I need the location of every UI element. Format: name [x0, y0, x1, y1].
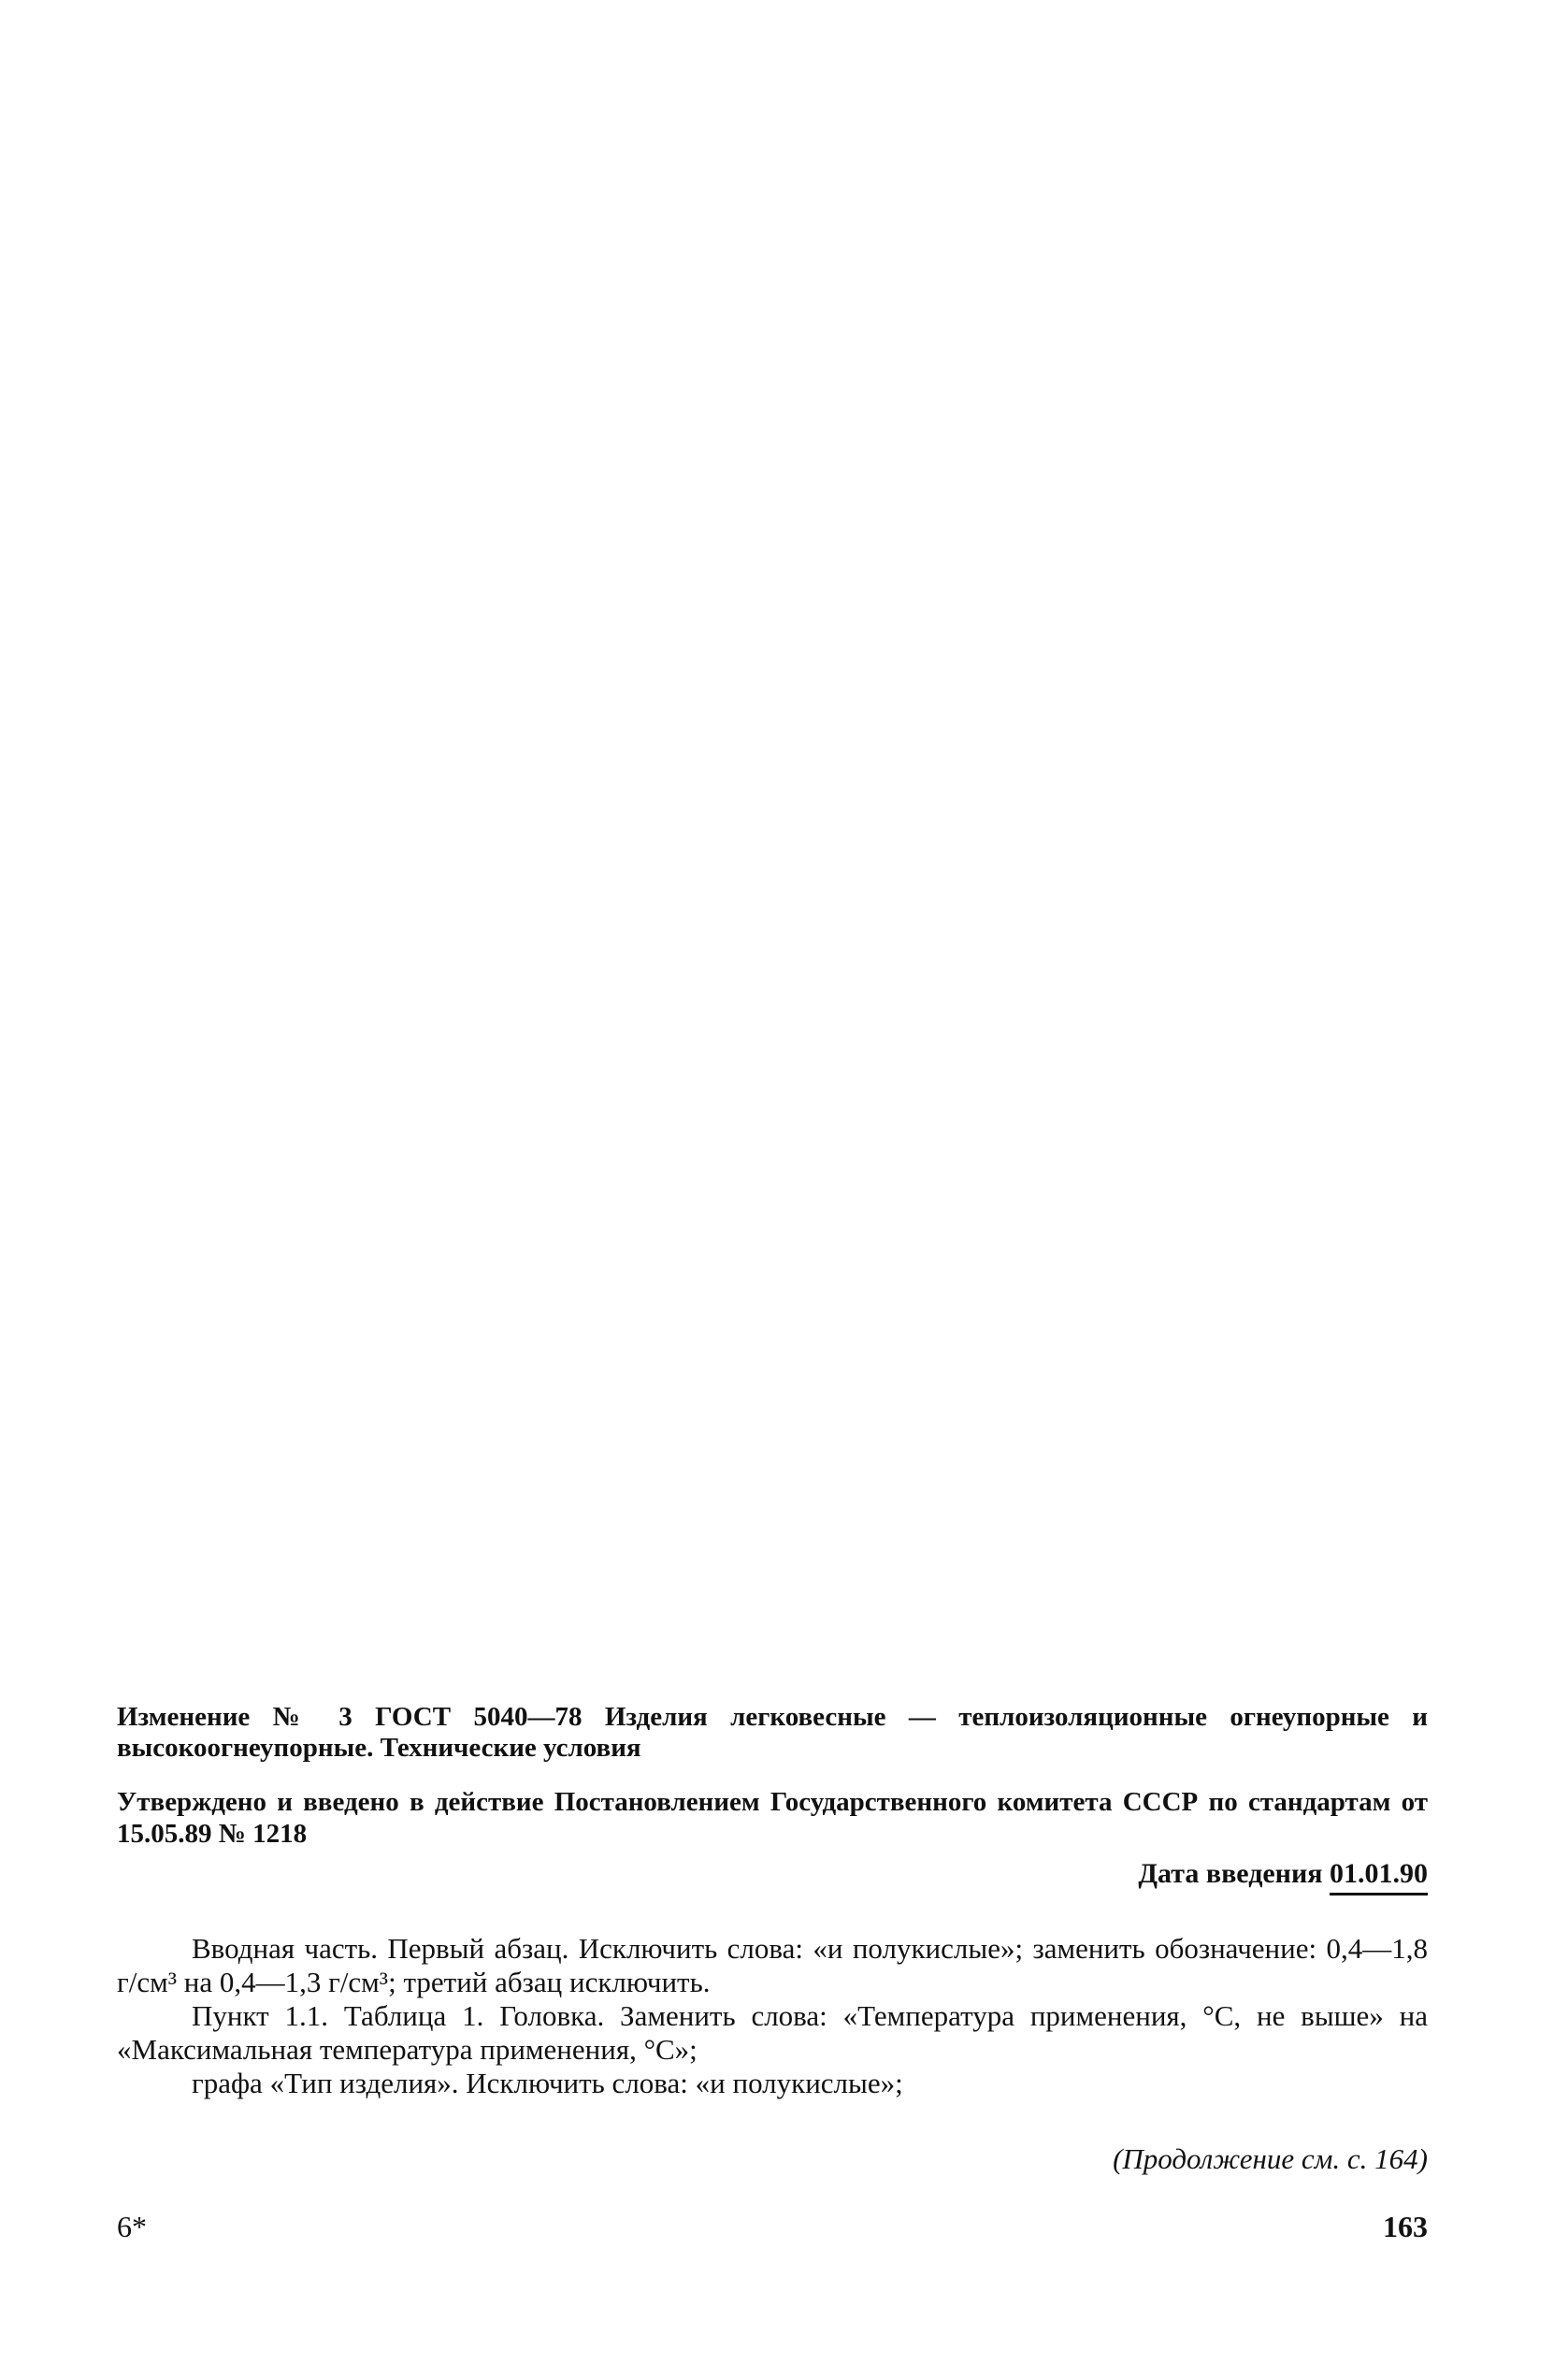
page-number: 163	[1383, 2210, 1428, 2243]
paragraph: графа «Тип изделия». Исключить слова: «и полукислые»;	[192, 2067, 903, 2099]
signature-mark: 6*	[117, 2210, 147, 2243]
document-title: Изменение № 3 ГОСТ 5040—78 Изделия легковесные — теплоизоляционные огнеупорные и высокоогнеупорные. Технические условия	[117, 1702, 1428, 1763]
effective-date-label: Дата введения	[1138, 1858, 1323, 1889]
paragraph: Вводная часть. Первый абзац. Исключить слова: «и полукислые»; заменить обозначение: 0,4—1,8 г/см³ на 0,4—1,3 г/см³; третий абзац исключить.	[117, 1932, 1428, 1998]
document-body	[117, 1702, 1428, 2244]
amendment-text	[117, 1932, 1428, 2100]
effective-date	[117, 1857, 1428, 1891]
page-footer	[117, 2209, 1428, 2244]
paragraph: Пункт 1.1. Таблица 1. Головка. Заменить слова: «Температура применения, °С, не выше» на «Максимальная температура применения, °С»;	[117, 1999, 1428, 2066]
approval-statement: Утверждено и введено в действие Постановлением Государственного комитета СССР по стандартам от 15.05.89 № 1218	[117, 1787, 1428, 1849]
effective-date-value: 01.01.90	[1330, 1858, 1428, 1896]
continued-note: (Продолжение см. с. 164)	[1113, 2142, 1428, 2175]
